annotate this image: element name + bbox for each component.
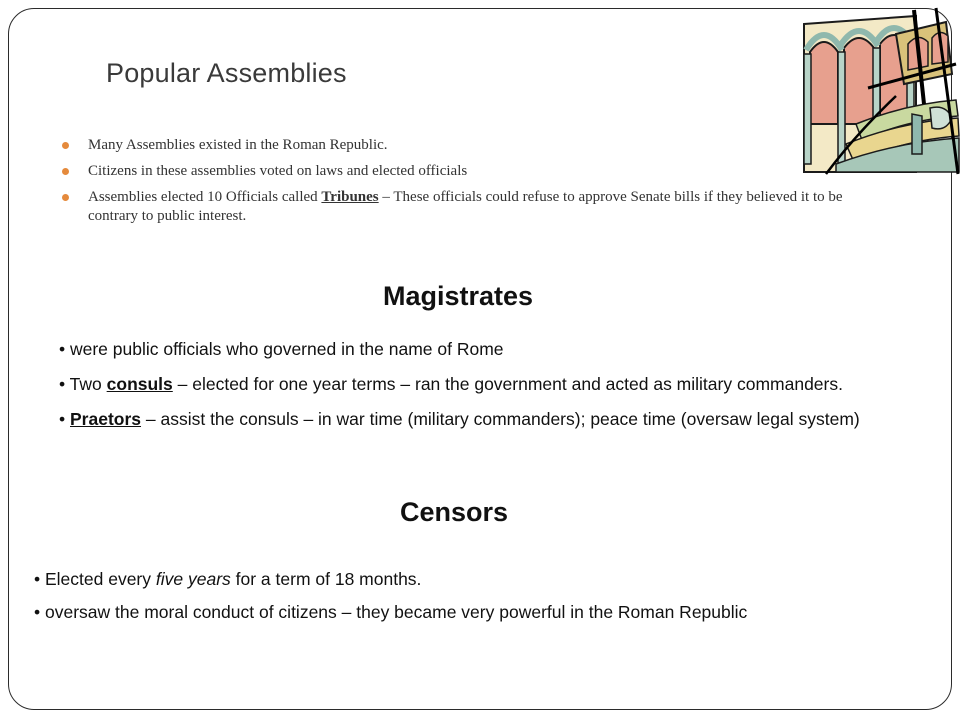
magistrates-point: [59, 373, 909, 396]
assembly-text: Assemblies elected 10 Officials called: [88, 189, 322, 205]
assembly-text: – These officials could refuse to approve Senate bills if they believed it to be contrary to public interest.: [88, 189, 843, 224]
assemblies-list: [62, 136, 892, 233]
magistrates-point: [59, 338, 909, 361]
censors-block: [34, 568, 884, 634]
list-item: [62, 136, 892, 155]
point-text: • Two: [59, 374, 107, 394]
consuls-term: consuls: [106, 374, 173, 394]
censors-point: [34, 568, 884, 591]
point-text: •: [59, 409, 70, 429]
censors-point: [34, 601, 884, 624]
censors-heading: Censors: [400, 497, 509, 527]
point-text: for a term of 18 months.: [230, 569, 422, 589]
point-text: • Elected every: [34, 569, 156, 589]
praetors-term: Praetors: [70, 409, 142, 429]
slide-title: Popular Assemblies: [106, 58, 347, 88]
magistrates-heading: Magistrates: [383, 281, 534, 311]
roman-architecture-clipart-icon: [796, 4, 960, 176]
point-text: – assist the consuls – in war time (military commanders); peace time (oversaw legal system): [141, 409, 860, 429]
five-years-emphasis: five years: [155, 569, 231, 589]
tribunes-term: Tribunes: [321, 189, 379, 205]
point-text: • were public officials who governed in the name of Rome: [59, 339, 504, 359]
assembly-text: Many Assemblies existed in the Roman Republic.: [88, 137, 388, 153]
list-item: [62, 188, 892, 226]
list-item: [62, 162, 892, 181]
point-text: • oversaw the moral conduct of citizens – they became very powerful in the Roman Republic: [34, 602, 748, 622]
magistrates-block: [59, 338, 909, 443]
assembly-text: Citizens in these assemblies voted on laws and elected officials: [88, 163, 468, 179]
point-text: – elected for one year terms – ran the government and acted as military commanders.: [172, 374, 843, 394]
magistrates-point: [59, 408, 909, 431]
